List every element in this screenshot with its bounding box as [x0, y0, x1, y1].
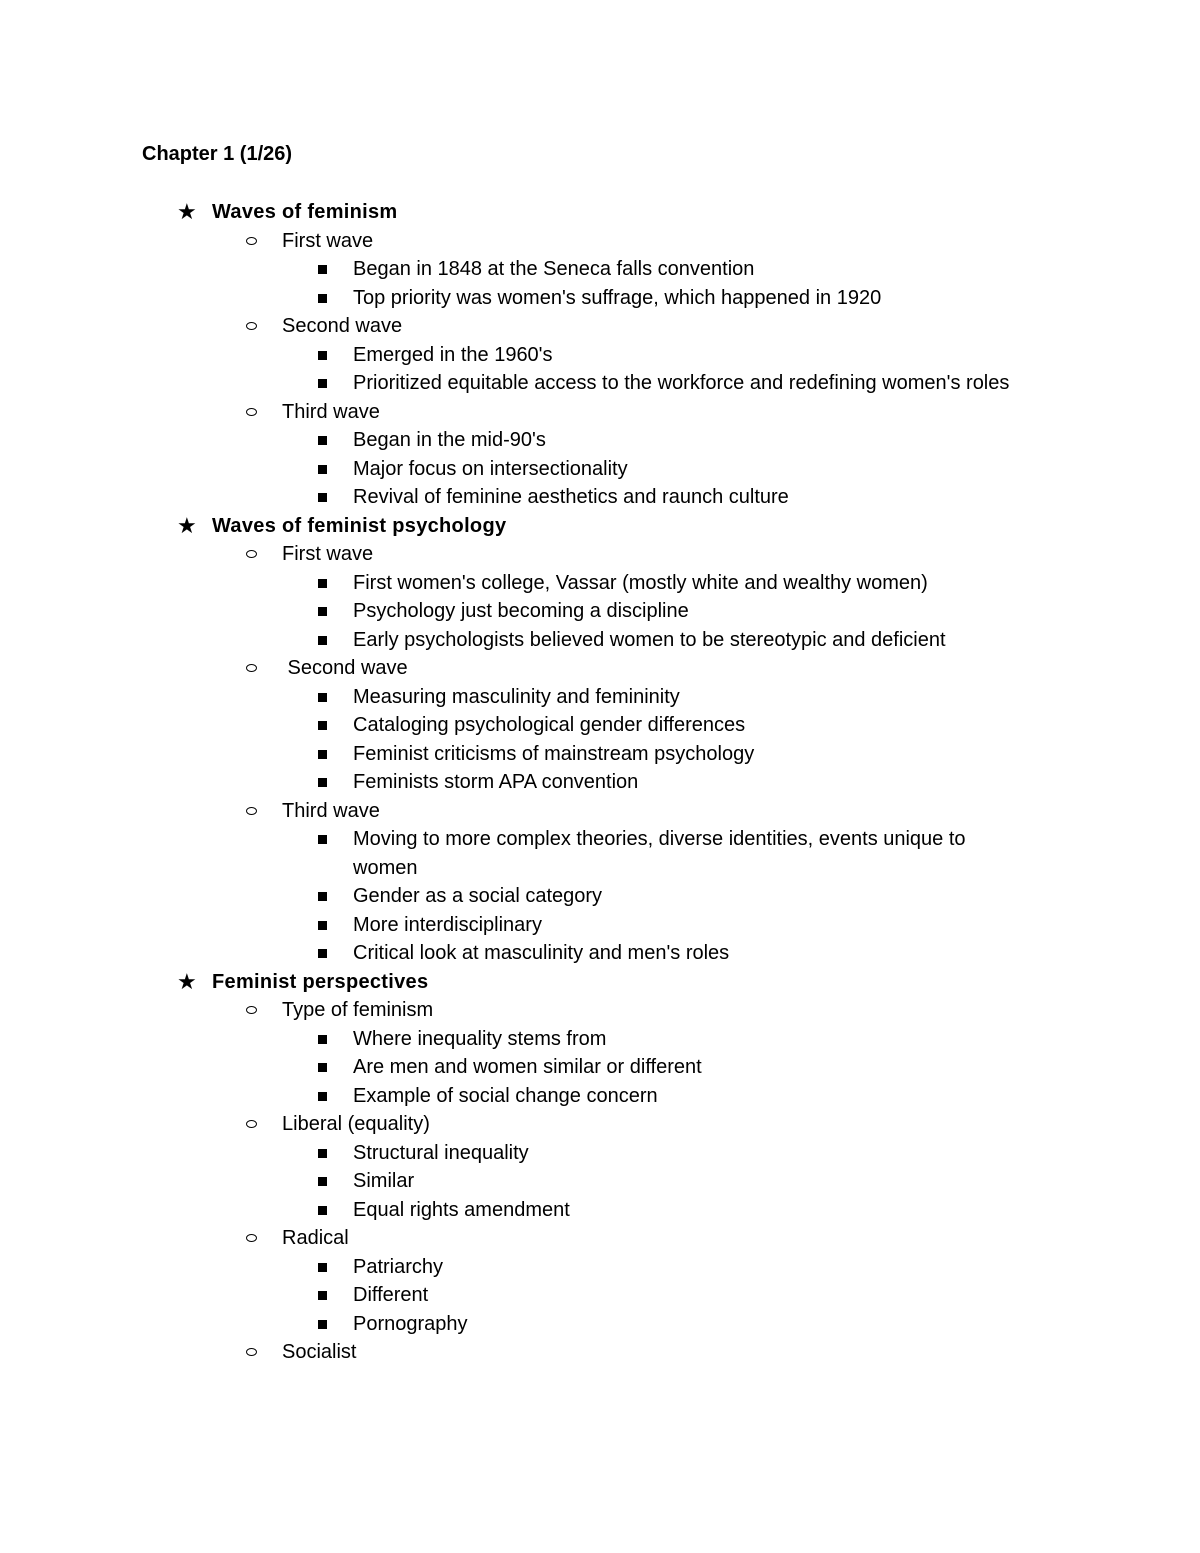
outline-item: [0, 996, 1200, 1025]
section-heading: [0, 968, 1200, 997]
outline-subitem-text: Early psychologists believed women to be stereotypic and deficient: [353, 628, 946, 651]
outline-item-text: Second wave: [282, 315, 403, 337]
square-bullet-icon: [318, 721, 327, 730]
outline-item: [0, 312, 1200, 341]
outline-subitem: [0, 1310, 1200, 1339]
section-heading-text: Feminist perspectives: [212, 970, 429, 993]
outline-subitem: [0, 426, 1200, 455]
outline-subitem-text: Example of social change concern: [353, 1084, 658, 1107]
outline-subitem: [0, 1053, 1200, 1082]
square-bullet-icon: [318, 1177, 327, 1186]
outline-item-text: First wave: [282, 229, 374, 252]
outline-item-text: Third wave: [282, 400, 380, 423]
outline-subitem-text: Emerged in the 1960's: [353, 343, 553, 366]
outline-subitem-text: More interdisciplinary: [353, 913, 542, 936]
outline-subitem: [0, 626, 1200, 655]
square-bullet-icon: [318, 1063, 327, 1072]
outline-item: [0, 1338, 1200, 1367]
square-bullet-icon: [318, 1092, 327, 1101]
outline-subitem: [0, 284, 1200, 313]
outline-subitem-text: Prioritized equitable access to the workforce and redefining women's roles: [353, 372, 1010, 394]
outline-subitem-text: Began in the mid-90's: [353, 429, 546, 451]
outline-subitem: [0, 1196, 1200, 1225]
outline-item: [0, 654, 1200, 683]
outline-subitem: [0, 911, 1200, 940]
outline-subitem: [0, 683, 1200, 712]
outline-subitem-text: First women's college, Vassar (mostly white and wealthy women): [353, 571, 928, 594]
outline-subitem: [0, 1025, 1200, 1054]
outline-item: [0, 398, 1200, 427]
square-bullet-icon: [318, 636, 327, 645]
square-bullet-icon: [318, 351, 327, 360]
circle-bullet-icon: [246, 550, 257, 558]
outline-subitem-text: Are men and women similar or different: [353, 1056, 702, 1078]
outline-subitem: [0, 1082, 1200, 1111]
outline-subitem-text: Similar: [353, 1170, 415, 1192]
square-bullet-icon: [318, 1149, 327, 1158]
square-bullet-icon: [318, 379, 327, 388]
outline-subitem: [0, 1253, 1200, 1282]
outline-subitem-text: Structural inequality: [353, 1141, 529, 1164]
square-bullet-icon: [318, 921, 327, 930]
outline-subitem: [0, 1167, 1200, 1196]
square-bullet-icon: [318, 892, 327, 901]
outline-subitem-text: Cataloging psychological gender differences: [353, 714, 746, 736]
outline-subitem-text: Feminist criticisms of mainstream psychology: [353, 742, 755, 765]
section-heading-text: Waves of feminist psychology: [212, 514, 507, 537]
outline-subitem-text: Where inequality stems from: [353, 1027, 607, 1050]
square-bullet-icon: [318, 493, 327, 502]
outline-subitem: [0, 255, 1200, 284]
outline-subitem: [0, 882, 1200, 911]
square-bullet-icon: [318, 579, 327, 588]
square-bullet-icon: [318, 693, 327, 702]
circle-bullet-icon: [246, 408, 257, 416]
square-bullet-icon: [318, 436, 327, 445]
outline-item: [0, 227, 1200, 256]
circle-bullet-icon: [246, 237, 257, 245]
outline-subitem-text: Patriarchy: [353, 1255, 444, 1278]
circle-bullet-icon: [246, 322, 257, 330]
square-bullet-icon: [318, 778, 327, 787]
outline-item: [0, 1110, 1200, 1139]
circle-bullet-icon: [246, 1006, 257, 1014]
square-bullet-icon: [318, 1320, 327, 1329]
outline-subitem-text: Gender as a social category: [353, 885, 603, 907]
section-heading-text: Waves of feminism: [212, 201, 398, 223]
square-bullet-icon: [318, 949, 327, 958]
outline-subitem: [0, 939, 1200, 968]
square-bullet-icon: [318, 1035, 327, 1044]
outline-item-text: First wave: [282, 543, 374, 565]
star-bullet-icon: ★: [176, 512, 198, 538]
outline-subitem: [0, 569, 1200, 598]
square-bullet-icon: [318, 465, 327, 474]
page-title: Chapter 1 (1/26): [142, 143, 293, 165]
outline-subitem-text: Critical look at masculinity and men's roles: [353, 942, 730, 964]
square-bullet-icon: [318, 835, 327, 844]
notes-outline: [0, 198, 1200, 1367]
outline-subitem: [0, 369, 1200, 398]
outline-subitem-text: Pornography: [353, 1312, 468, 1335]
outline-subitem: [0, 597, 1200, 626]
outline-subitem-text: Different: [353, 1284, 429, 1306]
square-bullet-icon: [318, 1291, 327, 1300]
star-bullet-icon: ★: [176, 199, 198, 224]
outline-subitem: [0, 455, 1200, 484]
outline-subitem: [0, 740, 1200, 769]
circle-bullet-icon: [246, 664, 257, 672]
square-bullet-icon: [318, 1263, 327, 1272]
square-bullet-icon: [318, 607, 327, 616]
outline-item-text: Third wave: [282, 799, 380, 822]
outline-item: [0, 797, 1200, 826]
circle-bullet-icon: [246, 1120, 257, 1128]
outline-subitem: [0, 711, 1200, 740]
outline-subitem-text: Major focus on intersectionality: [353, 457, 628, 480]
section-heading: [0, 512, 1200, 541]
square-bullet-icon: [318, 750, 327, 759]
section-heading: [0, 198, 1200, 227]
outline-subitem-text: Moving to more complex theories, diverse identities, events unique to women: [353, 828, 966, 879]
outline-item: [0, 540, 1200, 569]
outline-subitem: [0, 768, 1200, 797]
outline-subitem: [0, 1139, 1200, 1168]
outline-subitem: [0, 825, 1200, 882]
outline-subitem: [0, 1281, 1200, 1310]
outline-item-text: Liberal (equality): [282, 1113, 430, 1135]
square-bullet-icon: [318, 294, 327, 303]
outline-subitem-text: Top priority was women's suffrage, which happened in 1920: [353, 286, 882, 309]
circle-bullet-icon: [246, 1234, 257, 1242]
outline-item-text: Radical: [282, 1227, 349, 1249]
outline-subitem-text: Psychology just becoming a discipline: [353, 600, 689, 622]
outline-subitem-text: Equal rights amendment: [353, 1198, 570, 1221]
outline-subitem-text: Began in 1848 at the Seneca falls convention: [353, 258, 755, 280]
outline-item-text: Second wave: [282, 657, 408, 679]
outline-subitem-text: Measuring masculinity and femininity: [353, 685, 680, 708]
circle-bullet-icon: [246, 1348, 257, 1356]
outline-subitem-text: Revival of feminine aesthetics and raunch culture: [353, 486, 789, 508]
star-bullet-icon: ★: [176, 968, 198, 994]
outline-item: [0, 1224, 1200, 1253]
outline-item-text: Socialist: [282, 1341, 357, 1363]
outline-subitem-text: Feminists storm APA convention: [353, 771, 639, 793]
outline-subitem: [0, 483, 1200, 512]
square-bullet-icon: [318, 265, 327, 274]
square-bullet-icon: [318, 1206, 327, 1215]
circle-bullet-icon: [246, 807, 257, 815]
outline-subitem: [0, 341, 1200, 370]
outline-item-text: Type of feminism: [282, 999, 434, 1021]
